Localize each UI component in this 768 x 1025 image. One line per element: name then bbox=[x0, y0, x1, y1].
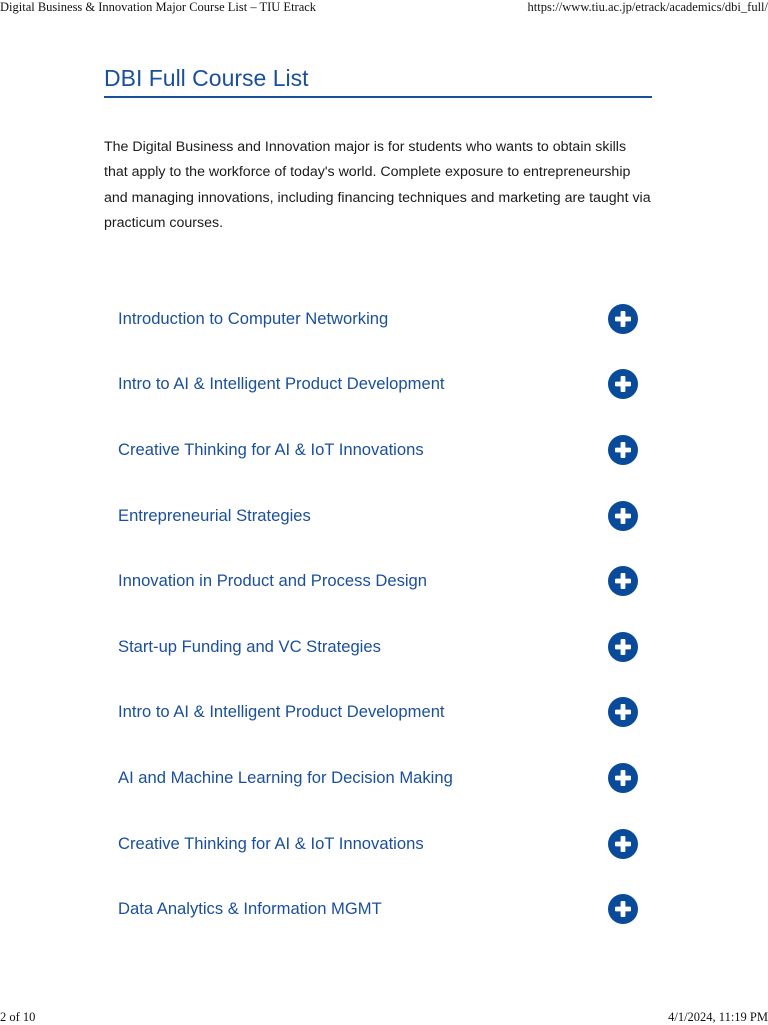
print-page-number: 2 of 10 bbox=[0, 1010, 36, 1024]
plus-circle-icon[interactable] bbox=[608, 763, 638, 793]
plus-circle-icon[interactable] bbox=[608, 501, 638, 531]
course-title: Introduction to Computer Networking bbox=[118, 308, 389, 328]
course-title: Innovation in Product and Process Design bbox=[118, 571, 428, 591]
course-title: Start-up Funding and VC Strategies bbox=[118, 636, 381, 656]
course-item[interactable] bbox=[118, 811, 638, 877]
course-title: Entrepreneurial Strategies bbox=[118, 505, 311, 525]
course-title: Intro to AI & Intelligent Product Development bbox=[118, 374, 445, 394]
course-title: Intro to AI & Intelligent Product Development bbox=[118, 702, 445, 722]
print-timestamp: 4/1/2024, 11:19 PM bbox=[668, 1010, 768, 1024]
plus-circle-icon[interactable] bbox=[608, 435, 638, 465]
course-item[interactable] bbox=[118, 286, 638, 352]
course-item[interactable] bbox=[118, 352, 638, 418]
course-title: Data Analytics & Information MGMT bbox=[118, 899, 382, 919]
print-footer bbox=[0, 1010, 768, 1024]
print-page-url: https://www.tiu.ac.jp/etrack/academics/dbi_full/ bbox=[527, 0, 768, 14]
course-item[interactable] bbox=[118, 417, 638, 483]
course-item[interactable] bbox=[118, 680, 638, 746]
page-title: DBI Full Course List bbox=[104, 62, 652, 98]
course-title: AI and Machine Learning for Decision Making bbox=[118, 767, 453, 787]
plus-circle-icon[interactable] bbox=[608, 566, 638, 596]
plus-circle-icon[interactable] bbox=[608, 894, 638, 924]
course-item[interactable] bbox=[118, 548, 638, 614]
plus-circle-icon[interactable] bbox=[608, 829, 638, 859]
print-page-title: Digital Business & Innovation Major Course List – TIU Etrack bbox=[0, 0, 317, 14]
course-item[interactable] bbox=[118, 876, 638, 942]
course-list bbox=[118, 286, 638, 942]
course-title: Creative Thinking for AI & IoT Innovations bbox=[118, 833, 424, 853]
main-content bbox=[104, 62, 652, 237]
course-item[interactable] bbox=[118, 614, 638, 680]
course-item[interactable] bbox=[118, 483, 638, 549]
plus-circle-icon[interactable] bbox=[608, 369, 638, 399]
print-header bbox=[0, 0, 768, 16]
plus-circle-icon[interactable] bbox=[608, 632, 638, 662]
plus-circle-icon[interactable] bbox=[608, 304, 638, 334]
course-title: Creative Thinking for AI & IoT Innovations bbox=[118, 439, 424, 459]
intro-paragraph: The Digital Business and Innovation major is for students who wants to obtain skills that apply to the workforce of today's world. Complete exposure to entrepreneurship and managing innovations, including financing techniques and marketing are taught via practicum courses. bbox=[104, 139, 651, 232]
course-item[interactable] bbox=[118, 745, 638, 811]
plus-circle-icon[interactable] bbox=[608, 697, 638, 727]
